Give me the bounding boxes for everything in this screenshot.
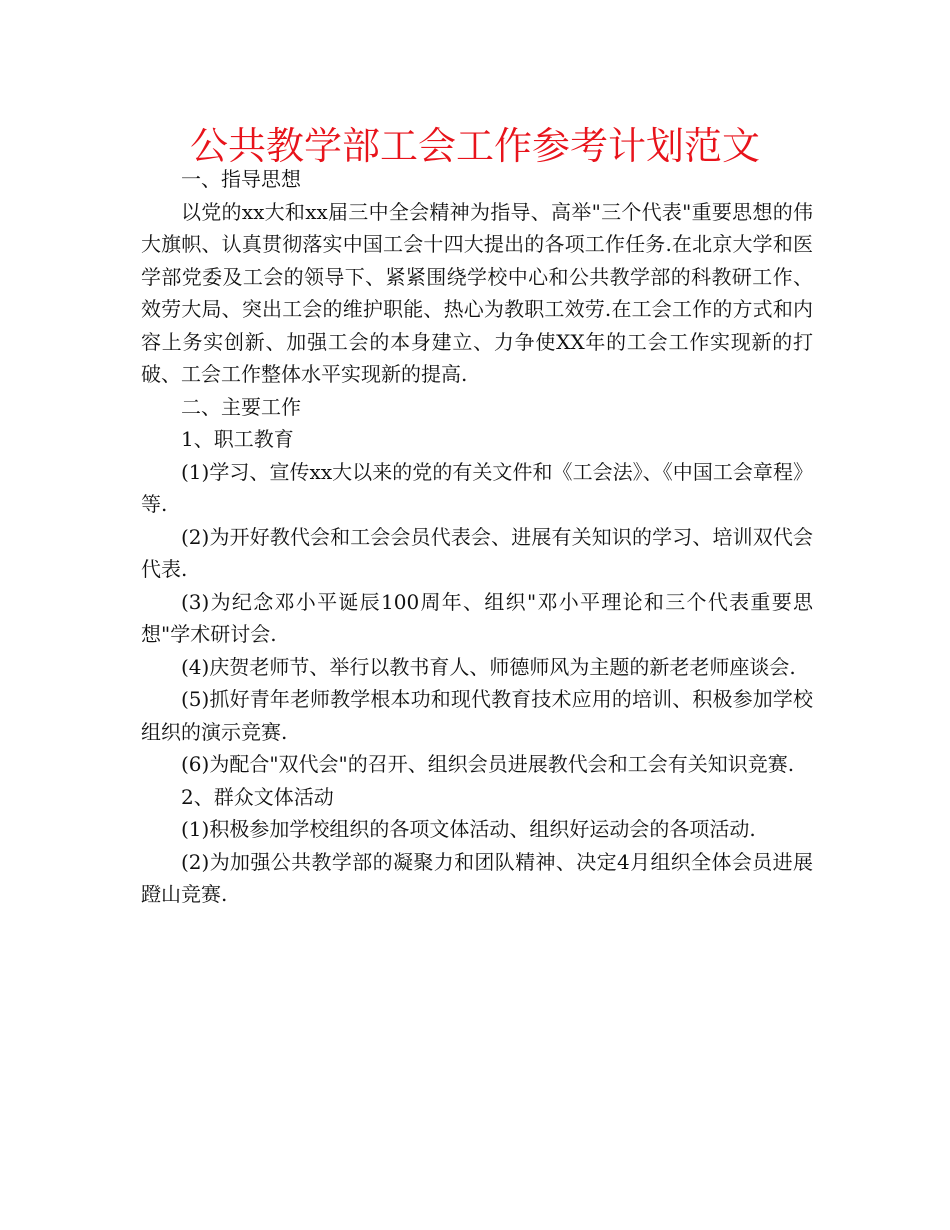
paragraph-guiding-ideology: 以党的xx大和xx届三中全会精神为指导、高举"三个代表"重要思想的伟大旗帜、认真贯彻落实中国工会十四大提出的各项工作任务.在北京大学和医学部党委及工会的领导下、紧紧围绕学校中心和公共教学部的科教研工作、效劳大局、突出工会的维护职能、热心为教职工效劳.在工会工作的方式和内容上务实创新、加强工会的本身建立、力争使XX年的工会工作实现新的打破、工会工作整体水平实现新的提高. — [141, 199, 813, 386]
subheading-cultural-activities: 2、群众文体活动 — [181, 784, 334, 809]
list-item-activities-1: (1)积极参加学校组织的各项文体活动、组织好运动会的各项活动. — [181, 817, 756, 841]
document-body — [141, 163, 813, 911]
list-item-education-2: (2)为开好教代会和工会会员代表会、进展有关知识的学习、培训双代会代表. — [141, 524, 813, 581]
list-item-education-5: (5)抓好青年老师教学根本功和现代教育技术应用的培训、积极参加学校组织的演示竞赛. — [141, 687, 813, 744]
list-item-education-3: (3)为纪念邓小平诞辰100周年、组织"邓小平理论和三个代表重要思想"学术研讨会. — [141, 589, 813, 646]
section-heading-main-work: 二、主要工作 — [181, 394, 301, 419]
section-heading-guiding-ideology: 一、指导思想 — [181, 167, 301, 191]
subheading-staff-education: 1、职工教育 — [181, 427, 294, 451]
list-item-education-4: (4)庆贺老师节、举行以教书育人、师德师风为主题的新老老师座谈会. — [181, 654, 796, 679]
list-item-education-6: (6)为配合"双代会"的召开、组织会员进展教代会和工会有关知识竞赛. — [181, 752, 795, 776]
list-item-activities-2: (2)为加强公共教学部的凝聚力和团队精神、决定4月组织全体会员进展蹬山竞赛. — [141, 849, 813, 906]
document-title: 公共教学部工会工作参考计划范文 — [189, 124, 760, 168]
list-item-education-1: (1)学习、宣传xx大以来的党的有关文件和《工会法》、《中国工会章程》等. — [141, 459, 813, 516]
